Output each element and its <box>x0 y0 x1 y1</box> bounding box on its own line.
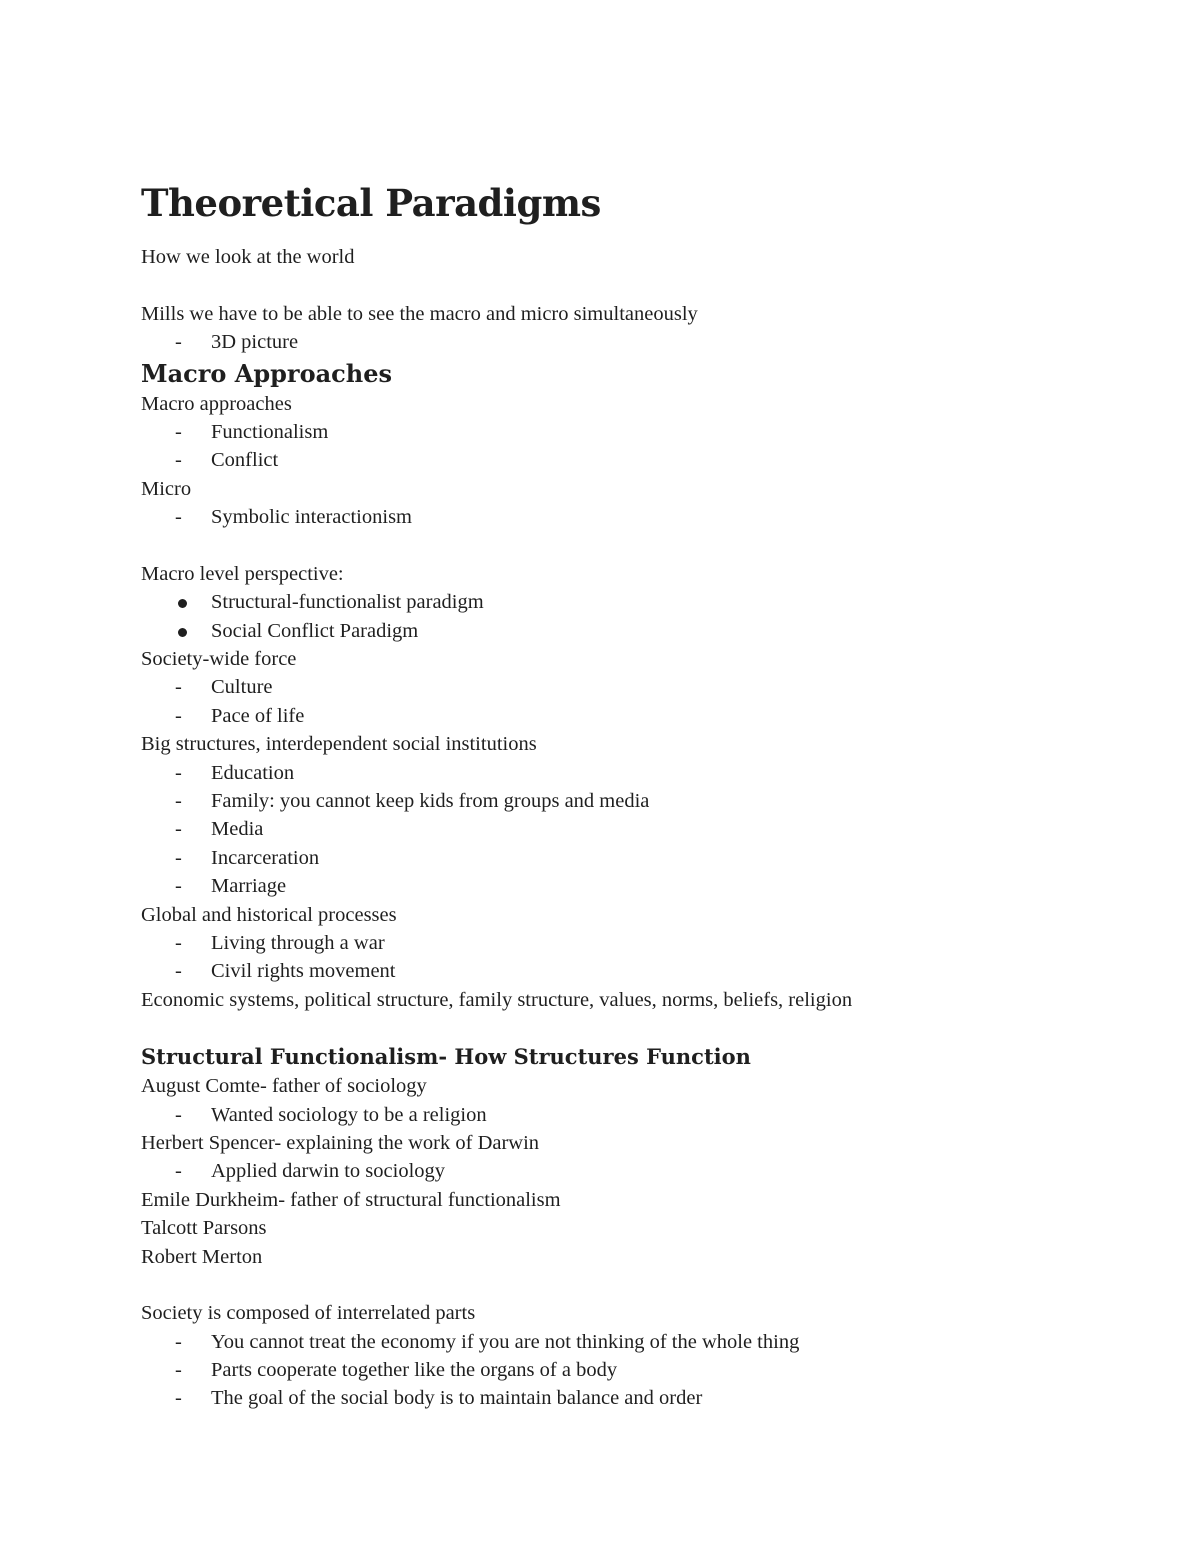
list-item: - Conflict <box>141 446 1141 474</box>
list-item: - You cannot treat the economy if you are not thinking of the whole thing <box>141 1328 1141 1356</box>
bullet-item: Structural-functionalist paradigm <box>141 588 1141 616</box>
perspective-label: Macro level perspective: <box>141 562 344 585</box>
dash-marker: - <box>175 818 182 841</box>
bullet-dot-icon <box>178 628 187 637</box>
list-item: - Applied darwin to sociology <box>141 1157 1141 1185</box>
list-item: - Parts cooperate together like the organs of a body <box>141 1356 1141 1384</box>
list-item: - Wanted sociology to be a religion <box>141 1101 1141 1129</box>
list-item: - Family: you cannot keep kids from groups and media <box>141 787 1141 815</box>
society-label: Society-wide force <box>141 648 297 671</box>
mills-line: Mills we have to be able to see the macro and micro simultaneously <box>141 302 698 325</box>
list-item: - Media <box>141 815 1141 843</box>
list-item: - Incarceration <box>141 844 1141 872</box>
economic-line: Economic systems, political structure, family structure, values, norms, beliefs, religion <box>141 988 853 1011</box>
blank-line <box>141 271 1141 299</box>
macro-label: Macro approaches <box>141 392 292 415</box>
list-item: - Culture <box>141 673 1141 701</box>
dash-marker: - <box>175 1330 182 1353</box>
spencer-line: Herbert Spencer- explaining the work of Darwin <box>141 1131 540 1154</box>
dash-marker: - <box>175 676 182 699</box>
parsons-line: Talcott Parsons <box>141 1217 267 1240</box>
dash-marker: - <box>175 420 182 443</box>
dash-marker: - <box>175 449 182 472</box>
list-item: - Civil rights movement <box>141 957 1141 985</box>
dash-marker: - <box>175 1103 182 1126</box>
dash-marker: - <box>175 875 182 898</box>
document-page <box>141 178 1141 1413</box>
global-label: Global and historical processes <box>141 903 397 926</box>
dash-marker: - <box>175 960 182 983</box>
section-heading-structural-functionalism: Structural Functionalism- How Structures Function <box>141 1044 751 1070</box>
list-item: - The goal of the social body is to maintain balance and order <box>141 1384 1141 1412</box>
dash-marker: - <box>175 331 182 354</box>
dash-marker: - <box>175 846 182 869</box>
blank-line <box>141 1271 1141 1299</box>
list-item: - Pace of life <box>141 702 1141 730</box>
micro-label: Micro <box>141 477 192 500</box>
list-item: - Functionalism <box>141 418 1141 446</box>
dash-marker: - <box>175 790 182 813</box>
comte-line: August Comte- father of sociology <box>141 1075 427 1098</box>
list-item: - Living through a war <box>141 929 1141 957</box>
subtitle-line: How we look at the world <box>141 246 355 268</box>
blank-line <box>141 532 1141 560</box>
merton-line: Robert Merton <box>141 1245 263 1268</box>
structures-label: Big structures, interdependent social institutions <box>141 733 537 756</box>
section-heading-macro: Macro Approaches <box>141 358 392 388</box>
list-item: - Marriage <box>141 872 1141 900</box>
bullet-item: Social Conflict Paradigm <box>141 617 1141 645</box>
dash-marker: - <box>175 1387 182 1410</box>
dash-marker: - <box>175 761 182 784</box>
dash-marker: - <box>175 1160 182 1183</box>
society-parts-label: Society is composed of interrelated parts <box>141 1302 476 1325</box>
list-item: - 3D picture <box>141 328 1141 356</box>
dash-marker: - <box>175 1359 182 1382</box>
dash-marker: - <box>175 931 182 954</box>
list-item: - Symbolic interactionism <box>141 503 1141 531</box>
list-item: - Education <box>141 759 1141 787</box>
dash-marker: - <box>175 506 182 529</box>
dash-marker: - <box>175 704 182 727</box>
durkheim-line: Emile Durkheim- father of structural functionalism <box>141 1188 561 1211</box>
bullet-dot-icon <box>178 599 187 608</box>
document-title: Theoretical Paradigms <box>141 181 601 225</box>
